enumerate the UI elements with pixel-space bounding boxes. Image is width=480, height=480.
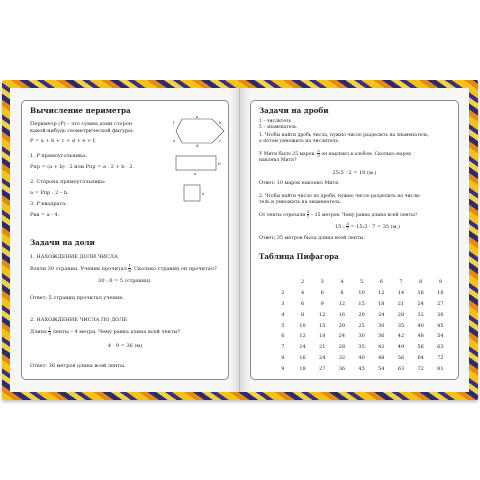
fractions-title: Задачи на дроби [259,106,329,115]
perimeter-title: Вычисление периметра [30,106,131,115]
table-cell: 30 [358,333,365,340]
table-cell: 14 [299,344,306,351]
table-cell: 9 [438,279,442,286]
table-cell: 36 [338,365,346,372]
table-row [273,331,450,342]
table-cell: 45 [437,322,444,329]
table-cell: 42 [378,344,385,351]
table-cell: 32 [338,354,346,361]
right-page [240,88,469,392]
table-row [273,320,450,331]
table-cell: 4 [281,311,285,318]
find-number-task: Длина $\frac{1}{9}$ ленты – 4 метра. Чему равна длина всей ленты? [30,326,181,336]
table-cell: 40 [358,354,365,361]
rectangle-figure [172,153,222,175]
table-cell: 18 [378,300,385,307]
table-cell: 18 [437,290,444,297]
table-cell: 54 [437,333,444,340]
table-cell: 2 [281,290,285,297]
table-cell: 8 [340,290,344,297]
table-cell: 12 [319,311,326,318]
find-part-task: Взяли 30 страниц. Ученик прочитал $\frac{1}{6}$ . Сколько страниц он прочитал? [30,263,217,273]
table-cell: 21 [319,344,326,351]
table-cell: 12 [378,290,385,297]
pythagoras-title: Таблица Пифагора [259,252,339,261]
table-cell: 6 [320,290,324,297]
table-cell: 6 [300,300,305,307]
find-number-answer: Ответ: 36 метров длина всей ленты. [30,363,126,369]
hexagon-figure [172,115,228,147]
table-cell: 10 [358,290,365,297]
table-cell: 3 [281,300,285,307]
side-label: 2. Сторона прямоугольника: [30,179,106,185]
rect-perimeter-formula: Pпр = (a + b) · 2 или Pпр = a · 2 + b · 2. [30,164,134,170]
table-cell: 40 [417,322,424,329]
find-part-calc: 30 : 6 = 5 (страниц). [98,278,152,284]
find-number-calc: 4 · 9 = 36 (м) [107,343,143,349]
table-cell: 25 [358,322,365,329]
numerator-label: 1 – числитель [259,119,291,124]
left-info-box [21,100,229,380]
find-part-answer: Ответ: 5 страниц прочитал ученик. [30,295,124,301]
table-cell: 63 [437,344,444,351]
hex-label-e: e [173,138,176,143]
perimeter-general-formula: P = a + b + c + d + e + f. [30,138,96,144]
fraction-task-1-line-2: наклеил Митя? [259,158,297,163]
table-cell: 5 [360,279,364,286]
table-row [273,299,450,310]
table-row [273,342,450,353]
table-cell [273,277,293,288]
rect-perimeter-label: 1. P прямоугольника: [30,153,87,159]
table-cell: 21 [397,300,405,307]
table-cell: 24 [319,354,326,361]
table-cell: 24 [338,333,346,340]
table-cell: 5 [281,322,285,329]
table-cell: 45 [358,365,365,372]
table-cell: 18 [299,365,306,372]
square-perimeter-label: 3. P квадрата: [30,201,67,207]
table-cell: 30 [378,322,385,329]
table-cell: 27 [319,365,326,372]
side-formula: a = Pпр : 2 – b. [30,190,69,196]
table-cell: 32 [417,311,424,318]
hex-label-f: f [173,120,175,125]
left-page [10,88,240,392]
right-info-box [250,100,459,380]
hex-label-a: a [196,115,199,119]
table-cell: 18 [319,333,326,340]
pythagoras-table [273,277,450,374]
fraction-calc-1: 25:5 · 2 = 10 (м.) [332,170,377,176]
table-cell: 16 [338,311,346,318]
table-row [273,309,450,320]
table-cell: 9 [320,300,324,307]
table-cell: 16 [417,290,424,297]
table-cell: 64 [417,354,424,361]
table-cell: 20 [358,311,365,318]
table-cell: 16 [299,354,306,361]
table-cell: 4 [300,290,305,297]
square-figure [180,181,208,209]
table-cell: 27 [437,300,444,307]
table-cell: 4 [340,279,344,286]
rect-label-a: a [194,171,197,175]
table-cell: 56 [397,354,405,361]
table-cell: 20 [338,322,346,329]
table-cell: 7 [281,344,285,351]
table-cell: 42 [397,333,405,340]
rect-label-b: b [218,161,221,166]
fraction-task-2: От ленты отрезали $\frac{3}{7}$ – 15 метров. Чему равна длина всей ленты? [259,209,418,219]
fraction-rule-2-line-2: тель и умножить на знаменатель. [259,200,342,205]
perimeter-definition-line-2: какой-нибудь геометрической фигуры: [30,128,134,134]
table-cell: 14 [397,290,405,297]
fraction-answer-2: Ответ: 35 метров была длина всей ленты. [259,236,365,241]
table-cell: 12 [299,333,306,340]
table-cell: 12 [338,300,346,307]
table-cell: 72 [417,365,424,372]
table-cell: 7 [399,279,403,286]
table-row [273,288,450,299]
table-row [273,353,450,364]
table-cell: 6 [379,279,383,286]
table-cell: 81 [437,365,444,372]
table-cell: 8 [281,354,285,361]
table-cell: 56 [417,344,424,351]
table-cell: 8 [419,279,423,286]
fraction-answer-1: Ответ: 10 марок наклеил Митя. [259,181,340,186]
table-cell: 54 [378,365,385,372]
table-cell: 15 [319,322,326,329]
fraction-rule-1-line-2: а потом умножить на числитель. [259,139,340,144]
table-cell: 49 [397,344,405,351]
fraction-rule-2-line-1: 2. Чтобы найти число по дроби, нужно число разделить на числи- [259,194,421,199]
table-cell: 9 [281,365,285,372]
find-part-title: 1. НАХОЖДЕНИЕ ДОЛИ ЧИСЛА [30,254,118,260]
parts-title: Задачи на доли [30,238,95,247]
square-perimeter-formula: Pкв = a · 4. [30,212,60,218]
table-cell: 8 [300,311,305,318]
table-cell: 48 [417,333,424,340]
table-cell: 35 [397,322,405,329]
table-row [273,277,450,288]
table-cell: 2 [300,279,305,286]
table-cell: 10 [299,322,306,329]
table-row [273,363,450,374]
fraction-task-1-line-1: У Мити было 25 марок. $\frac{2}{5}$ он наклеил в альбом. Сколько марок [259,148,412,158]
find-number-title: 2. НАХОЖДЕНИЕ ЧИСЛА ПО ДОЛЕ [30,317,128,323]
table-cell: 24 [417,300,424,307]
notebook-spine [230,88,250,392]
table-cell: 35 [358,344,365,351]
perimeter-definition-line-1: Периметр (P) – это сумма длин сторон [30,121,133,127]
table-cell: 28 [338,344,346,351]
denominator-label: 5 – знаменатель [259,125,297,130]
table-cell: 3 [320,279,324,286]
table-cell: 72 [437,354,444,361]
table-cell: 6 [281,333,285,340]
fraction-rule-1-line-1: 1. Чтобы найти дробь числа, нужно число разделить на знаменатель, [259,133,430,138]
table-cell: 36 [437,311,444,318]
hex-label-c: c [219,138,222,143]
table-cell: 15 [358,300,365,307]
table-cell: 24 [378,311,385,318]
table-cell: 28 [397,311,405,318]
hex-label-b: b [219,120,222,125]
hex-label-d: d [196,143,199,147]
square-label-a: a [202,191,205,196]
fraction-calc-2: 15 : $\frac{3}{7}$ = 15:3 · 7 = 35 (м.) [335,221,401,231]
table-cell: 36 [378,333,385,340]
table-cell: 63 [397,365,405,372]
table-cell: 48 [378,354,385,361]
